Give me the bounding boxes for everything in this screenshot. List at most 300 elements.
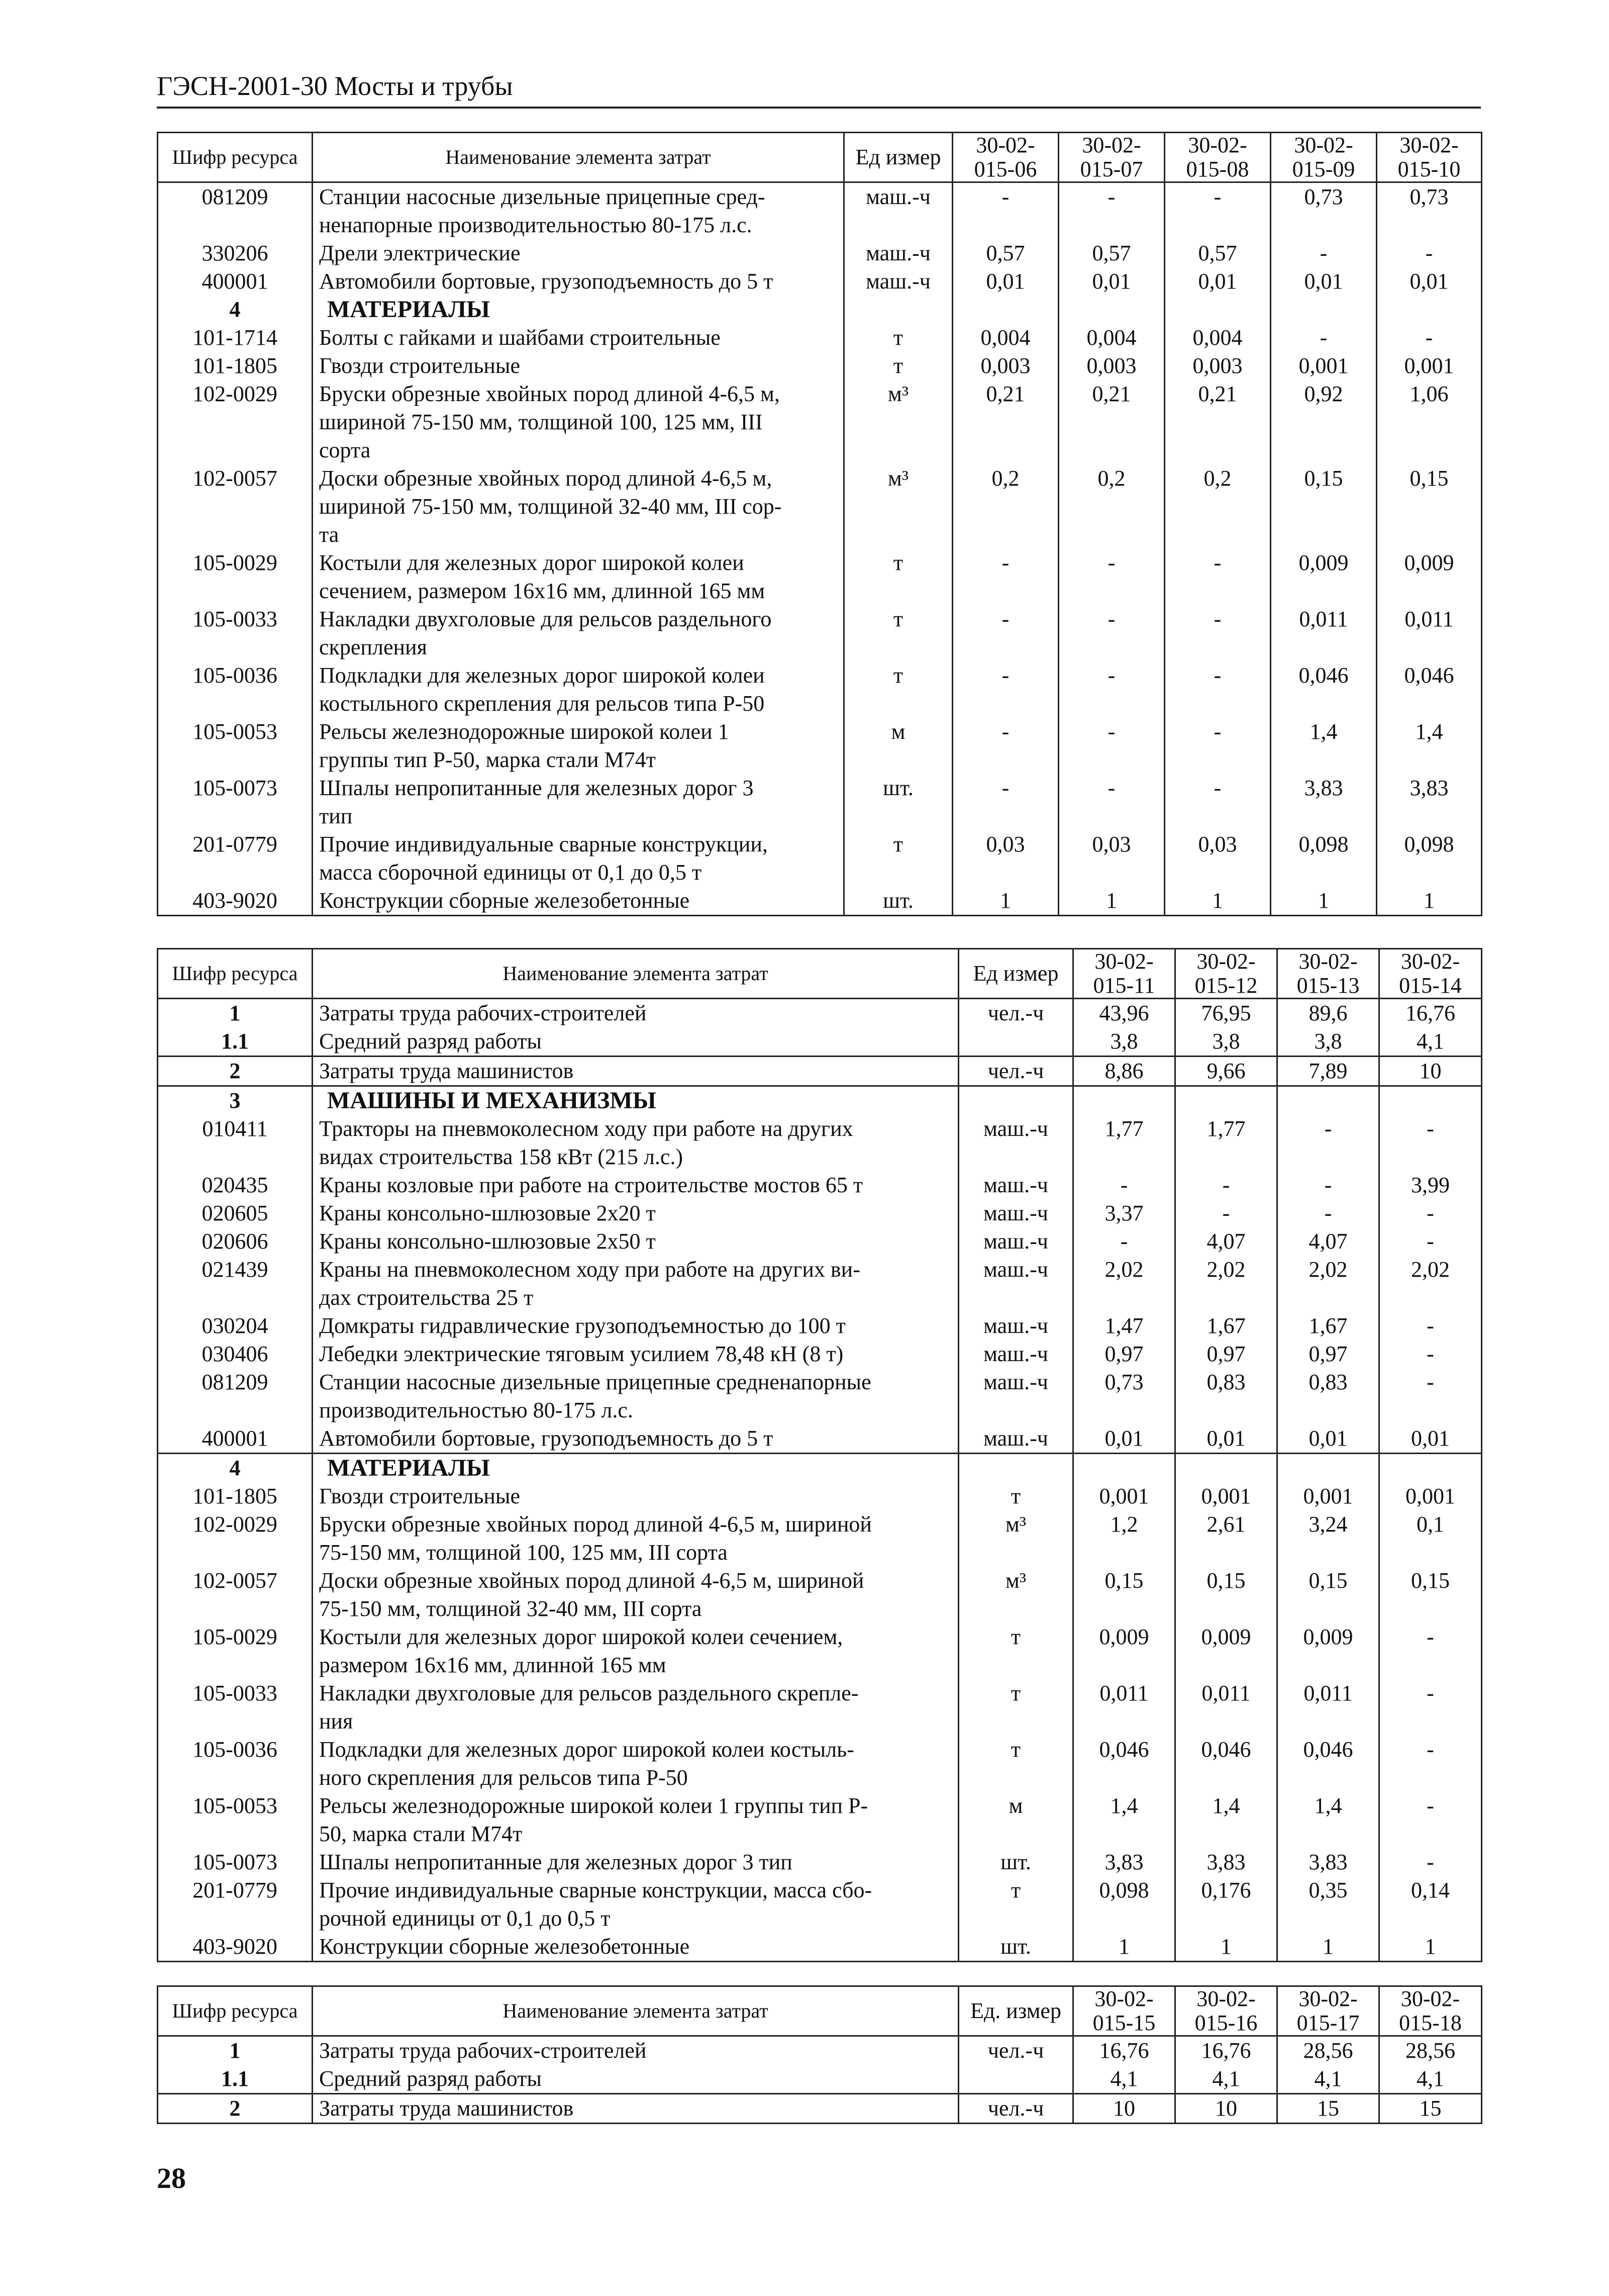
header-code: Шифр ресурса bbox=[158, 949, 313, 999]
row-code: 105-0073 bbox=[158, 1848, 313, 1876]
row-value: 0,21 bbox=[953, 380, 1059, 464]
row-value: 4,1 bbox=[1379, 1027, 1482, 1057]
header-col-code: 30-02- 015-11 bbox=[1073, 949, 1175, 999]
row-value: - bbox=[1379, 1227, 1482, 1256]
row-value: - bbox=[1379, 1368, 1482, 1424]
row-value: 0,03 bbox=[1059, 830, 1165, 887]
row-value: 0,15 bbox=[1175, 1567, 1277, 1623]
row-value: 1 bbox=[1165, 887, 1271, 916]
table-row bbox=[158, 1171, 1482, 1199]
row-value: 0,15 bbox=[1271, 464, 1377, 549]
row-name: Подкладки для железных дорог широкой колеи костыльного скрепления для рельсов типа Р-50 bbox=[313, 661, 844, 718]
table-header-row bbox=[158, 133, 1482, 182]
row-value: 0,73 bbox=[1271, 182, 1377, 240]
row-value: 0,01 bbox=[1175, 1424, 1277, 1454]
row-value: 4,07 bbox=[1175, 1227, 1277, 1256]
row-value: 2,02 bbox=[1175, 1256, 1277, 1312]
table-row bbox=[158, 1510, 1482, 1567]
header-col-code: 30-02- 015-10 bbox=[1377, 133, 1482, 182]
row-name: Доски обрезные хвойных пород длиной 4-6,5 м, шириной 75-150 мм, толщиной 32-40 мм, III сорта bbox=[313, 1567, 959, 1623]
row-value: 0,003 bbox=[953, 352, 1059, 380]
row-unit: чел.-ч bbox=[959, 1057, 1073, 1086]
row-value: 0,004 bbox=[1165, 324, 1271, 352]
header-col-code: 30-02- 015-17 bbox=[1277, 1986, 1379, 2036]
row-value: - bbox=[1379, 1623, 1482, 1679]
table-row bbox=[158, 182, 1482, 240]
row-unit: маш.-ч bbox=[844, 239, 953, 267]
row-value: - bbox=[953, 182, 1059, 240]
row-value: - bbox=[1175, 1171, 1277, 1199]
row-code: 201-0779 bbox=[158, 1876, 313, 1933]
row-unit: т bbox=[959, 1679, 1073, 1736]
table-row bbox=[158, 1368, 1482, 1424]
row-code: 105-0053 bbox=[158, 1792, 313, 1848]
row-value: 0,2 bbox=[953, 464, 1059, 549]
row-name: Гвозди строительные bbox=[313, 352, 844, 380]
row-value: 0,011 bbox=[1175, 1679, 1277, 1736]
row-name: Затраты труда машинистов bbox=[313, 1057, 959, 1086]
row-name: Костыли для железных дорог широкой колеи сечением, размером 16х16 мм, длинной 165 мм bbox=[313, 549, 844, 605]
row-code: 020435 bbox=[158, 1171, 313, 1199]
row-value: 1,47 bbox=[1073, 1312, 1175, 1340]
row-value: - bbox=[1379, 1312, 1482, 1340]
row-value: 0,01 bbox=[1271, 267, 1377, 296]
row-name: Шпалы непропитанные для железных дорог 3 тип bbox=[313, 1848, 959, 1876]
row-unit: т bbox=[844, 661, 953, 718]
row-value: 0,046 bbox=[1277, 1736, 1379, 1792]
resource-table-2 bbox=[157, 948, 1482, 1962]
row-value: 0,01 bbox=[1379, 1424, 1482, 1454]
table-row bbox=[158, 1679, 1482, 1736]
row-value: 0,2 bbox=[1059, 464, 1165, 549]
table-row bbox=[158, 2094, 1482, 2124]
section-row bbox=[158, 1086, 1482, 1115]
row-value: 3,83 bbox=[1073, 1848, 1175, 1876]
table-row bbox=[158, 1482, 1482, 1510]
row-value: - bbox=[1379, 1340, 1482, 1368]
row-value: 1,4 bbox=[1377, 718, 1482, 774]
row-unit: чел.-ч bbox=[959, 2036, 1073, 2065]
header-col-code: 30-02- 015-18 bbox=[1379, 1986, 1482, 2036]
row-value: - bbox=[1059, 549, 1165, 605]
row-code: 030406 bbox=[158, 1340, 313, 1368]
row-value: 3,83 bbox=[1271, 774, 1377, 830]
row-value: 10 bbox=[1175, 2094, 1277, 2124]
row-name: Дрели электрические bbox=[313, 239, 844, 267]
row-value: 2,61 bbox=[1175, 1510, 1277, 1567]
row-name: Рельсы железнодорожные широкой колеи 1 группы тип Р-50, марка стали М74т bbox=[313, 718, 844, 774]
row-value: 0,001 bbox=[1379, 1482, 1482, 1510]
row-value bbox=[1073, 1454, 1175, 1483]
row-name: Лебедки электрические тяговым усилием 78,48 кН (8 т) bbox=[313, 1340, 959, 1368]
row-value: 2,02 bbox=[1379, 1256, 1482, 1312]
row-code: 020605 bbox=[158, 1199, 313, 1227]
row-value bbox=[1277, 1086, 1379, 1115]
row-code: 105-0036 bbox=[158, 661, 313, 718]
row-code: 081209 bbox=[158, 1368, 313, 1424]
row-name: Накладки двухголовые для рельсов раздельного скрепле- ния bbox=[313, 1679, 959, 1736]
row-value: - bbox=[1379, 1848, 1482, 1876]
row-value: - bbox=[1379, 1679, 1482, 1736]
row-value: 0,046 bbox=[1073, 1736, 1175, 1792]
row-name: Прочие индивидуальные сварные конструкции, масса сбо- рочной единицы от 0,1 до 0,5 т bbox=[313, 1876, 959, 1933]
row-unit: т bbox=[844, 830, 953, 887]
row-unit bbox=[959, 2065, 1073, 2094]
row-unit: шт. bbox=[844, 887, 953, 916]
row-name: МАШИНЫ И МЕХАНИЗМЫ bbox=[313, 1086, 959, 1115]
row-value: 0,03 bbox=[953, 830, 1059, 887]
row-unit: маш.-ч bbox=[959, 1199, 1073, 1227]
row-value: - bbox=[1379, 1736, 1482, 1792]
row-unit: м³ bbox=[844, 464, 953, 549]
row-value: - bbox=[1165, 605, 1271, 661]
row-code: 101-1805 bbox=[158, 352, 313, 380]
row-value: 0,57 bbox=[953, 239, 1059, 267]
header-col-code: 30-02- 015-06 bbox=[953, 133, 1059, 182]
row-code: 021439 bbox=[158, 1256, 313, 1312]
table-row bbox=[158, 1736, 1482, 1792]
row-code: 4 bbox=[158, 1454, 313, 1483]
row-value: 1,4 bbox=[1073, 1792, 1175, 1848]
row-value: 4,1 bbox=[1277, 2065, 1379, 2094]
row-value: - bbox=[1165, 182, 1271, 240]
row-unit: т bbox=[844, 605, 953, 661]
row-value: 0,001 bbox=[1175, 1482, 1277, 1510]
header-unit: Ед измер bbox=[844, 133, 953, 182]
row-value: 1,4 bbox=[1175, 1792, 1277, 1848]
row-unit: м³ bbox=[959, 1510, 1073, 1567]
row-code: 101-1714 bbox=[158, 324, 313, 352]
row-name: Прочие индивидуальные сварные конструкции, масса сборочной единицы от 0,1 до 0,5 т bbox=[313, 830, 844, 887]
row-code: 105-0073 bbox=[158, 774, 313, 830]
header-col-code: 30-02- 015-09 bbox=[1271, 133, 1377, 182]
row-value: 28,56 bbox=[1379, 2036, 1482, 2065]
row-name: Автомобили бортовые, грузоподъемность до 5 т bbox=[313, 1424, 959, 1454]
table-row bbox=[158, 464, 1482, 549]
row-value: 0,97 bbox=[1277, 1340, 1379, 1368]
table-row bbox=[158, 2036, 1482, 2065]
row-name: Краны консольно-шлюзовые 2х50 т bbox=[313, 1227, 959, 1256]
row-name: Средний разряд работы bbox=[313, 2065, 959, 2094]
row-value: - bbox=[1271, 239, 1377, 267]
row-value: - bbox=[1059, 661, 1165, 718]
table-row bbox=[158, 352, 1482, 380]
row-value: 0,35 bbox=[1277, 1876, 1379, 1933]
row-unit: маш.-ч bbox=[959, 1340, 1073, 1368]
row-code: 030204 bbox=[158, 1312, 313, 1340]
resource-table-3 bbox=[157, 1985, 1482, 2124]
row-name: Станции насосные дизельные прицепные средненапорные производительностью 80-175 л.с. bbox=[313, 1368, 959, 1424]
row-value: 1,2 bbox=[1073, 1510, 1175, 1567]
row-value: - bbox=[1165, 661, 1271, 718]
header-unit: Ед. измер bbox=[959, 1986, 1073, 2036]
row-value: 0,03 bbox=[1165, 830, 1271, 887]
row-name: Накладки двухголовые для рельсов раздельного скрепления bbox=[313, 605, 844, 661]
row-unit bbox=[959, 1454, 1073, 1483]
row-code: 105-0033 bbox=[158, 1679, 313, 1736]
table-row bbox=[158, 1792, 1482, 1848]
row-value: - bbox=[953, 549, 1059, 605]
row-unit: маш.-ч bbox=[959, 1368, 1073, 1424]
row-value: - bbox=[1165, 718, 1271, 774]
table-row bbox=[158, 267, 1482, 296]
row-value: 0,01 bbox=[1073, 1424, 1175, 1454]
row-value: - bbox=[1379, 1115, 1482, 1171]
row-value: 0,004 bbox=[1059, 324, 1165, 352]
row-name: МАТЕРИАЛЫ bbox=[313, 1454, 959, 1483]
row-code: 330206 bbox=[158, 239, 313, 267]
table-row bbox=[158, 774, 1482, 830]
row-value: 0,011 bbox=[1073, 1679, 1175, 1736]
row-value: 1,67 bbox=[1277, 1312, 1379, 1340]
table-row bbox=[158, 1312, 1482, 1340]
table-row bbox=[158, 324, 1482, 352]
row-value: 16,76 bbox=[1379, 999, 1482, 1028]
table-row bbox=[158, 661, 1482, 718]
row-value: 2,02 bbox=[1277, 1256, 1379, 1312]
row-value: 0,01 bbox=[1277, 1424, 1379, 1454]
row-code: 201-0779 bbox=[158, 830, 313, 887]
row-value: 0,83 bbox=[1277, 1368, 1379, 1424]
row-value: - bbox=[953, 605, 1059, 661]
row-value: 0,001 bbox=[1271, 352, 1377, 380]
row-name: Костыли для железных дорог широкой колеи сечением, размером 16х16 мм, длинной 165 мм bbox=[313, 1623, 959, 1679]
row-unit: т bbox=[959, 1482, 1073, 1510]
row-value: 0,21 bbox=[1165, 380, 1271, 464]
row-code: 010411 bbox=[158, 1115, 313, 1171]
table-row bbox=[158, 1115, 1482, 1171]
table-row bbox=[158, 1340, 1482, 1368]
row-name: Бруски обрезные хвойных пород длиной 4-6,5 м, шириной 75-150 мм, толщиной 100, 125 мм, III сорта bbox=[313, 1510, 959, 1567]
table-row bbox=[158, 1876, 1482, 1933]
row-value: - bbox=[1377, 324, 1482, 352]
header-col-code: 30-02- 015-15 bbox=[1073, 1986, 1175, 2036]
table-row bbox=[158, 1933, 1482, 1962]
row-code: 400001 bbox=[158, 267, 313, 296]
row-unit: чел.-ч bbox=[959, 2094, 1073, 2124]
row-unit: шт. bbox=[844, 774, 953, 830]
row-name: Домкраты гидравлические грузоподъемностью до 100 т bbox=[313, 1312, 959, 1340]
row-value: 3,37 bbox=[1073, 1199, 1175, 1227]
row-value: 15 bbox=[1379, 2094, 1482, 2124]
row-value: 1 bbox=[1073, 1933, 1175, 1962]
header-col-code: 30-02- 015-07 bbox=[1059, 133, 1165, 182]
row-unit: маш.-ч bbox=[844, 182, 953, 240]
row-code: 1 bbox=[158, 999, 313, 1028]
table-row bbox=[158, 1567, 1482, 1623]
row-code: 102-0057 bbox=[158, 1567, 313, 1623]
row-name: Автомобили бортовые, грузоподъемность до 5 т bbox=[313, 267, 844, 296]
row-code: 2 bbox=[158, 2094, 313, 2124]
row-value bbox=[1271, 296, 1377, 324]
table-row bbox=[158, 1057, 1482, 1086]
row-value: 3,24 bbox=[1277, 1510, 1379, 1567]
row-value: 0,97 bbox=[1175, 1340, 1277, 1368]
row-name: Затраты труда рабочих-строителей bbox=[313, 2036, 959, 2065]
row-unit: маш.-ч bbox=[844, 267, 953, 296]
header-col-code: 30-02- 015-13 bbox=[1277, 949, 1379, 999]
row-value: 0,009 bbox=[1277, 1623, 1379, 1679]
row-value: 3,83 bbox=[1377, 774, 1482, 830]
row-value: 0,003 bbox=[1165, 352, 1271, 380]
table-row bbox=[158, 1199, 1482, 1227]
row-name: Болты с гайками и шайбами строительные bbox=[313, 324, 844, 352]
row-name: Затраты труда машинистов bbox=[313, 2094, 959, 2124]
row-unit: т bbox=[844, 352, 953, 380]
row-value bbox=[1175, 1454, 1277, 1483]
row-value: 3,8 bbox=[1073, 1027, 1175, 1057]
row-value: 0,15 bbox=[1073, 1567, 1175, 1623]
row-name: Конструкции сборные железобетонные bbox=[313, 1933, 959, 1962]
row-value: 0,15 bbox=[1379, 1567, 1482, 1623]
row-code: 1 bbox=[158, 2036, 313, 2065]
row-value: 0,57 bbox=[1165, 239, 1271, 267]
table-row bbox=[158, 239, 1482, 267]
row-value: - bbox=[1165, 774, 1271, 830]
table-row bbox=[158, 1848, 1482, 1876]
row-unit: маш.-ч bbox=[959, 1312, 1073, 1340]
row-value: 0,83 bbox=[1175, 1368, 1277, 1424]
row-code: 102-0029 bbox=[158, 1510, 313, 1567]
row-value: - bbox=[1073, 1171, 1175, 1199]
row-value: - bbox=[1277, 1199, 1379, 1227]
row-code: 105-0029 bbox=[158, 1623, 313, 1679]
row-name: Средний разряд работы bbox=[313, 1027, 959, 1057]
row-value: 1,4 bbox=[1277, 1792, 1379, 1848]
row-value: 0,73 bbox=[1377, 182, 1482, 240]
row-unit: маш.-ч bbox=[959, 1115, 1073, 1171]
row-value: 0,73 bbox=[1073, 1368, 1175, 1424]
row-unit: шт. bbox=[959, 1933, 1073, 1962]
row-value: 1 bbox=[953, 887, 1059, 916]
row-unit: маш.-ч bbox=[959, 1171, 1073, 1199]
row-value: - bbox=[1271, 324, 1377, 352]
row-name: Бруски обрезные хвойных пород длиной 4-6,5 м, шириной 75-150 мм, толщиной 100, 125 мм, III сорта bbox=[313, 380, 844, 464]
row-unit: т bbox=[959, 1623, 1073, 1679]
row-value: 0,046 bbox=[1377, 661, 1482, 718]
header-rule bbox=[157, 107, 1481, 109]
row-value: 43,96 bbox=[1073, 999, 1175, 1028]
table-row bbox=[158, 2065, 1482, 2094]
row-value: 0,009 bbox=[1073, 1623, 1175, 1679]
row-value: - bbox=[1175, 1199, 1277, 1227]
row-value: 4,1 bbox=[1073, 2065, 1175, 2094]
header-col-code: 30-02- 015-16 bbox=[1175, 1986, 1277, 2036]
row-code: 020606 bbox=[158, 1227, 313, 1256]
table-row bbox=[158, 1256, 1482, 1312]
table-row bbox=[158, 1027, 1482, 1057]
row-unit: т bbox=[844, 324, 953, 352]
row-value: 0,001 bbox=[1277, 1482, 1379, 1510]
row-value: 0,21 bbox=[1059, 380, 1165, 464]
row-value: 8,86 bbox=[1073, 1057, 1175, 1086]
row-value: 0,009 bbox=[1377, 549, 1482, 605]
row-value bbox=[1059, 296, 1165, 324]
row-unit bbox=[959, 1027, 1073, 1057]
header-code: Шифр ресурса bbox=[158, 1986, 313, 2036]
row-value: 1 bbox=[1379, 1933, 1482, 1962]
row-value: - bbox=[953, 774, 1059, 830]
table-row bbox=[158, 830, 1482, 887]
row-name: Доски обрезные хвойных пород длиной 4-6,5 м, шириной 75-150 мм, толщиной 32-40 мм, III сор- та bbox=[313, 464, 844, 549]
page-title: ГЭСН-2001-30 Мосты и трубы bbox=[157, 71, 513, 101]
header-name: Наименование элемента затрат bbox=[313, 949, 959, 999]
row-value: 1,77 bbox=[1073, 1115, 1175, 1171]
row-value: 3,8 bbox=[1277, 1027, 1379, 1057]
row-value: - bbox=[1277, 1171, 1379, 1199]
row-value: 0,97 bbox=[1073, 1340, 1175, 1368]
row-code: 400001 bbox=[158, 1424, 313, 1454]
row-unit: маш.-ч bbox=[959, 1227, 1073, 1256]
row-value: 0,011 bbox=[1277, 1679, 1379, 1736]
row-value: 3,83 bbox=[1277, 1848, 1379, 1876]
header-name: Наименование элемента затрат bbox=[313, 1986, 959, 2036]
row-value: - bbox=[1059, 774, 1165, 830]
row-unit: т bbox=[959, 1736, 1073, 1792]
row-code: 2 bbox=[158, 1057, 313, 1086]
row-value bbox=[1379, 1086, 1482, 1115]
row-code: 105-0053 bbox=[158, 718, 313, 774]
row-value: - bbox=[1277, 1115, 1379, 1171]
row-name: Затраты труда рабочих-строителей bbox=[313, 999, 959, 1028]
row-value: 0,001 bbox=[1377, 352, 1482, 380]
row-value: 15 bbox=[1277, 2094, 1379, 2124]
row-value: 28,56 bbox=[1277, 2036, 1379, 2065]
row-value: 0,046 bbox=[1271, 661, 1377, 718]
header-code: Шифр ресурса bbox=[158, 133, 313, 182]
row-value: 1,67 bbox=[1175, 1312, 1277, 1340]
row-code: 102-0029 bbox=[158, 380, 313, 464]
row-value: 0,92 bbox=[1271, 380, 1377, 464]
row-code: 403-9020 bbox=[158, 887, 313, 916]
row-value: 1 bbox=[1175, 1933, 1277, 1962]
row-value: 16,76 bbox=[1073, 2036, 1175, 2065]
row-value: 4,1 bbox=[1379, 2065, 1482, 2094]
row-unit: маш.-ч bbox=[959, 1424, 1073, 1454]
row-code: 105-0029 bbox=[158, 549, 313, 605]
row-name: Гвозди строительные bbox=[313, 1482, 959, 1510]
row-value: - bbox=[1165, 549, 1271, 605]
table-row bbox=[158, 1227, 1482, 1256]
row-value: 0,14 bbox=[1379, 1876, 1482, 1933]
table-header-row bbox=[158, 949, 1482, 999]
table-row bbox=[158, 380, 1482, 464]
table-row bbox=[158, 605, 1482, 661]
row-value: 0,009 bbox=[1175, 1623, 1277, 1679]
row-value: 9,66 bbox=[1175, 1057, 1277, 1086]
row-unit: м bbox=[959, 1792, 1073, 1848]
row-value: 0,01 bbox=[953, 267, 1059, 296]
row-value: 0,01 bbox=[1165, 267, 1271, 296]
row-unit: м bbox=[844, 718, 953, 774]
row-value bbox=[1175, 1086, 1277, 1115]
row-code: 105-0033 bbox=[158, 605, 313, 661]
header-col-code: 30-02- 015-08 bbox=[1165, 133, 1271, 182]
row-value: 4,1 bbox=[1175, 2065, 1277, 2094]
row-value: 1 bbox=[1277, 1933, 1379, 1962]
row-value bbox=[1377, 296, 1482, 324]
row-value: 0,098 bbox=[1377, 830, 1482, 887]
header-col-code: 30-02- 015-14 bbox=[1379, 949, 1482, 999]
row-value: - bbox=[953, 718, 1059, 774]
row-name: Тракторы на пневмоколесном ходу при работе на других видах строительства 158 кВт (215 л.с.) bbox=[313, 1115, 959, 1171]
row-value: 3,83 bbox=[1175, 1848, 1277, 1876]
table-header-row bbox=[158, 1986, 1482, 2036]
row-value: - bbox=[1377, 239, 1482, 267]
row-value bbox=[953, 296, 1059, 324]
row-unit: т bbox=[844, 549, 953, 605]
row-value: 7,89 bbox=[1277, 1057, 1379, 1086]
